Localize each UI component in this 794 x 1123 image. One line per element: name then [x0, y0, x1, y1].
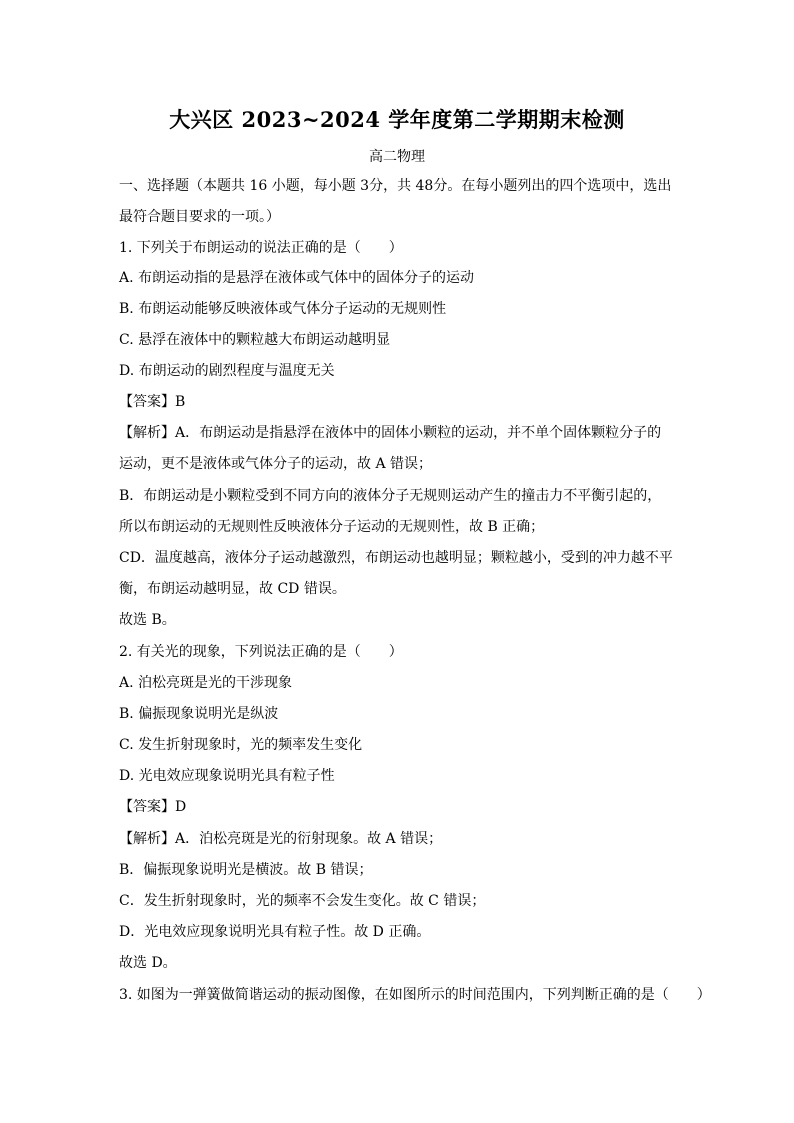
question-1-answer: 【答案】B	[119, 394, 186, 410]
question-1-analysis-line-3: B．布朗运动是小颗粒受到不同方向的液体分子无规则运动产生的撞击力不平衡引起的，	[119, 488, 662, 504]
question-1-stem: 1. 下列关于布朗运动的说法正确的是（ ）	[119, 240, 403, 256]
question-2-option-a: A. 泊松亮斑是光的干涉现象	[119, 675, 293, 691]
section-heading-line-1: 一、选择题（本题共 16 小题，每小题 3分，共 48分。在每小题列出的四个选项中，选出	[119, 178, 672, 194]
question-1-option-d: D. 布朗运动的剧烈程度与温度无关	[119, 363, 335, 379]
question-1-conclusion: 故选 B。	[119, 612, 176, 628]
question-2-option-d: D. 光电效应现象说明光具有粒子性	[119, 768, 335, 784]
question-2-option-c: C. 发生折射现象时，光的频率发生变化	[119, 737, 363, 753]
question-2-analysis-line-1: 【解析】A．泊松亮斑是光的衍射现象。故 A 错误；	[119, 831, 443, 847]
document-title: 大兴区 2023~2024 学年度第二学期期末检测	[169, 107, 625, 132]
question-2-analysis-line-4: D．光电效应现象说明光具有粒子性。故 D 正确。	[119, 924, 431, 940]
question-2-analysis-line-3: C．发生折射现象时，光的频率不会发生变化。故 C 错误；	[119, 893, 486, 909]
question-2-analysis-line-2: B．偏振现象说明光是横波。故 B 错误；	[119, 862, 373, 878]
question-1-analysis-line-2: 运动，更不是液体或气体分子的运动，故 A 错误；	[119, 456, 433, 472]
question-2-answer: 【答案】D	[119, 799, 187, 815]
question-2-stem: 2. 有关光的现象，下列说法正确的是（ ）	[119, 644, 403, 660]
question-1-option-a: A. 布朗运动指的是悬浮在液体或气体中的固体分子的运动	[119, 270, 475, 286]
question-1-analysis-line-6: 衡，布朗运动越明显，故 CD 错误。	[119, 581, 346, 597]
question-1-analysis-line-5: CD．温度越高，液体分子运动越激烈，布朗运动也越明显；颗粒越小，受到的冲力越不平	[119, 550, 673, 566]
section-heading-line-2: 最符合题目要求的一项。）	[119, 209, 280, 225]
question-2-conclusion: 故选 D。	[119, 955, 177, 971]
document-subtitle: 高二物理	[369, 149, 425, 165]
question-1-option-b: B. 布朗运动能够反映液体或气体分子运动的无规则性	[119, 301, 447, 317]
question-1-option-c: C. 悬浮在液体中的颗粒越大布朗运动越明显	[119, 332, 391, 348]
question-1-analysis-line-4: 所以布朗运动的无规则性反映液体分子运动的无规则性，故 B 正确；	[119, 519, 545, 535]
question-1-analysis-line-1: 【解析】A．布朗运动是指悬浮在液体中的固体小颗粒的运动，并不单个固体颗粒分子的	[119, 425, 662, 441]
question-2-option-b: B. 偏振现象说明光是纵波	[119, 706, 279, 722]
question-3-stem: 3. 如图为一弹簧做简谐运动的振动图像，在如图所示的时间范围内，下列判断正确的是（ ）	[119, 987, 711, 1003]
